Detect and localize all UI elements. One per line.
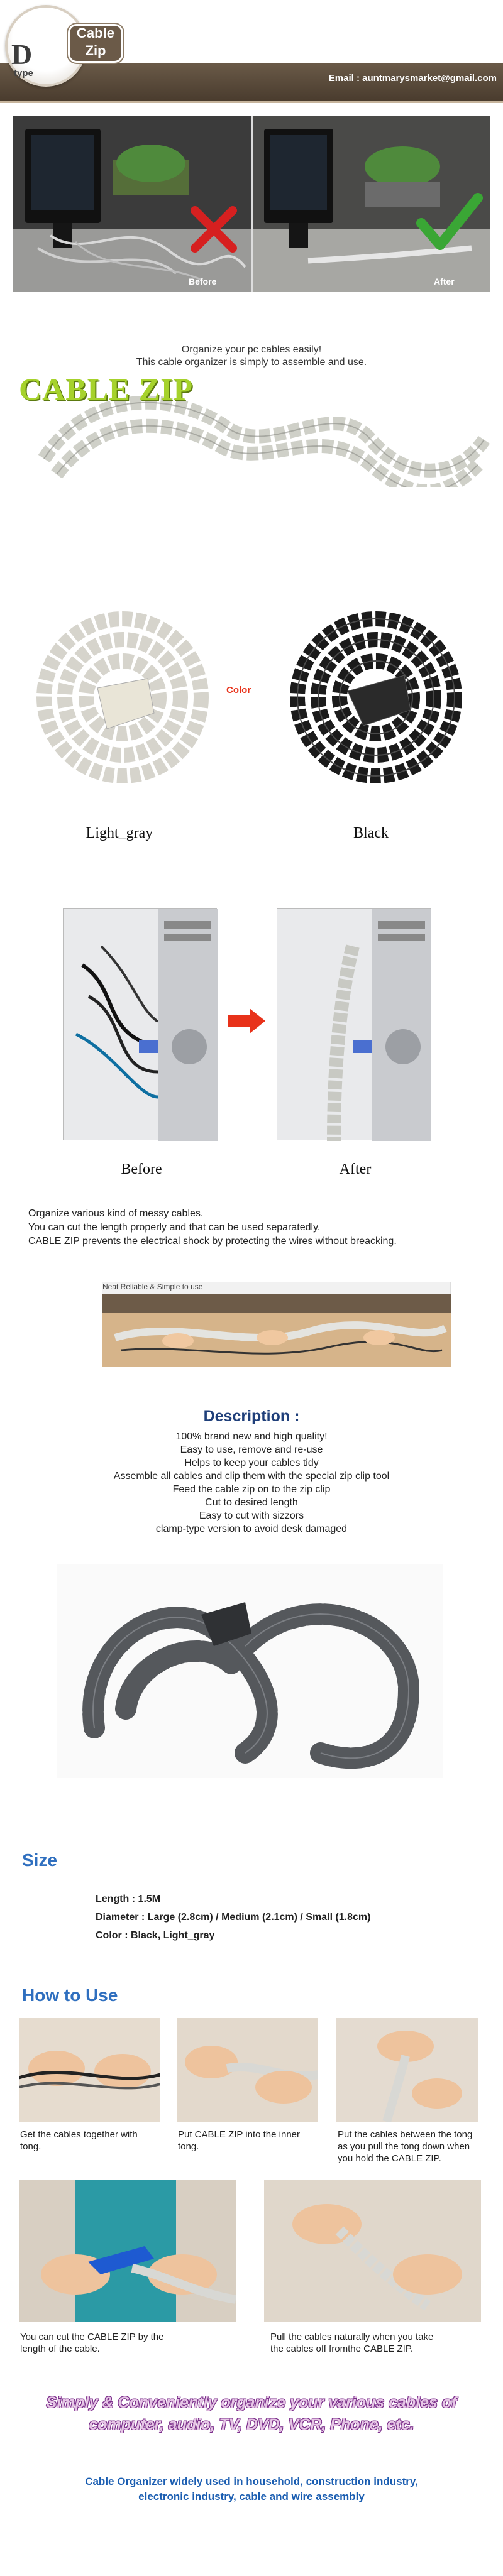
color-tag-text: Color xyxy=(226,685,252,696)
arrow-right-icon xyxy=(228,1008,265,1034)
description-line: Cut to desired length xyxy=(205,1497,298,1508)
pc-before-photo xyxy=(63,908,217,1140)
after-label: After xyxy=(339,1161,372,1177)
organize-line-3: CABLE ZIP prevents the electrical shock by protecting the wires without breacking. xyxy=(28,1236,397,1247)
dark-coil-photo xyxy=(57,1564,443,1778)
spec-color: Color : Black, Light_gray xyxy=(96,1930,215,1941)
badge-letter: D xyxy=(11,38,33,70)
step-3-photo xyxy=(336,2018,478,2122)
step-5-photo xyxy=(264,2180,481,2322)
contact-email[interactable]: Email : auntmarysmarket@gmail.com xyxy=(328,73,497,84)
pc-after-illustration xyxy=(277,909,431,1141)
hero-divider xyxy=(252,116,253,292)
step-1-caption: Get the cables together with tong. xyxy=(20,2129,138,2152)
step-5-illustration xyxy=(264,2180,481,2322)
step-2-caption: Put CABLE ZIP into the inner tong. xyxy=(178,2129,300,2152)
usage-strip-illustration xyxy=(102,1294,451,1367)
hero-before-after-photo xyxy=(13,116,490,292)
black-swatch xyxy=(275,603,477,792)
spec-diameter: Diameter : Large (2.8cm) / Medium (2.1cm) / Small (1.8cm) xyxy=(96,1912,371,1923)
description-line: Helps to keep your cables tidy xyxy=(184,1458,319,1468)
step-3-illustration xyxy=(336,2018,478,2122)
intro-line-2: This cable organizer is simply to assemble and use. xyxy=(136,357,367,368)
description-line: Assemble all cables and clip them with the special zip clip tool xyxy=(113,1471,390,1482)
description-line: Feed the cable zip on to the zip clip xyxy=(172,1484,331,1495)
title-line-2: Zip xyxy=(85,43,106,58)
footer-line-1: Cable Organizer widely used in household, construction industry, xyxy=(85,2475,418,2487)
description-line: Easy to cut with sizzors xyxy=(199,1510,304,1521)
title-line-1: Cable xyxy=(77,25,114,41)
hero-before-caption: Before xyxy=(189,276,217,287)
size-heading: Size xyxy=(22,1850,58,1870)
step-4-illustration xyxy=(19,2180,236,2322)
black-label: Black xyxy=(353,825,389,841)
brand-title: CABLE ZIP xyxy=(19,371,194,407)
step-2-photo xyxy=(177,2018,318,2122)
badge-type-label: type xyxy=(14,68,33,79)
step-2-illustration xyxy=(177,2018,318,2122)
step-1-illustration xyxy=(19,2018,160,2122)
light-gray-swatch xyxy=(22,603,223,792)
how-to-use-heading: How to Use xyxy=(22,1985,118,2005)
dark-coil-illustration xyxy=(57,1564,443,1778)
color-tag xyxy=(226,685,251,696)
description-line: Easy to use, remove and re-use xyxy=(180,1444,323,1455)
organize-line-1: Organize various kind of messy cables. xyxy=(28,1208,204,1219)
header-divider xyxy=(0,101,503,103)
step-4-photo xyxy=(19,2180,236,2322)
black-coil-icon xyxy=(275,603,477,792)
light-gray-coil-icon xyxy=(22,603,223,792)
usage-strip-photo xyxy=(102,1282,451,1367)
spec-length: Length : 1.5M xyxy=(96,1894,161,1904)
hero-after-caption: After xyxy=(434,276,455,287)
slogan-line-2: computer, audio, TV, DVD, VCR, Phone, etc. xyxy=(89,2416,414,2433)
pc-after-photo xyxy=(277,908,431,1140)
before-label: Before xyxy=(121,1161,162,1177)
usage-strip-caption: Neat Reliable & Simple to use xyxy=(102,1282,203,1291)
intro-line-1: Organize your pc cables easily! xyxy=(181,344,322,355)
step-5-caption: Pull the cables naturally when you take the cables off fromthe CABLE ZIP. xyxy=(270,2332,434,2354)
light-gray-label: Light_gray xyxy=(86,825,153,841)
step-1-photo xyxy=(19,2018,160,2122)
description-heading: Description : xyxy=(203,1407,300,1425)
organize-line-2: You can cut the length properly and that can be used separatedly. xyxy=(28,1222,321,1233)
step-3-caption: Put the cables between the tong as you pull the tong down when you hold the CABLE ZIP. xyxy=(338,2129,473,2164)
description-line: 100% brand new and high quality! xyxy=(175,1431,328,1442)
footer-line-2: electronic industry, cable and wire assembly xyxy=(138,2491,365,2502)
pc-before-illustration xyxy=(64,909,218,1141)
description-line: clamp-type version to avoid desk damaged xyxy=(155,1524,348,1534)
step-4-caption: You can cut the CABLE ZIP by the length of the cable. xyxy=(20,2332,164,2354)
slogan-line-1: Simply & Conveniently organize your various cables of xyxy=(46,2394,457,2411)
